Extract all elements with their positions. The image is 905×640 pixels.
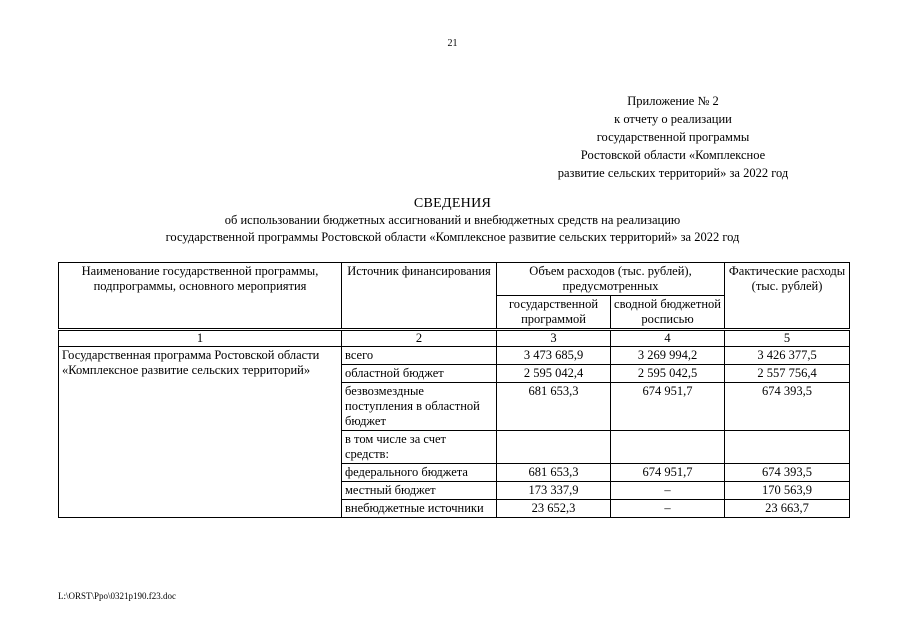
actual-value-cell: 674 393,5: [725, 464, 850, 482]
program-value-cell: 2 595 042,4: [497, 365, 611, 383]
budget-value-cell: 3 269 994,2: [611, 347, 725, 365]
appendix-line: Ростовской области «Комплексное: [580, 148, 766, 162]
source-cell: местный бюджет: [342, 482, 497, 500]
expenditure-table: [58, 262, 850, 518]
actual-value-cell: 3 426 377,5: [725, 347, 850, 365]
source-cell: федерального бюджета: [342, 464, 497, 482]
header-actual: Фактические расходы (тыс. рублей): [725, 263, 850, 330]
budget-value-cell: –: [611, 482, 725, 500]
header-name: Наименование государственной программы, подпрограммы, основного мероприятия: [59, 263, 342, 330]
header-volume-budget: сводной бюджетной росписью: [611, 296, 725, 330]
file-path-footer: L:\ORST\Ppo\0321p190.f23.doc: [58, 591, 177, 601]
program-value-cell: 681 653,3: [497, 383, 611, 431]
appendix-line: к отчету о реализации: [614, 112, 732, 126]
column-number: 5: [725, 330, 850, 347]
source-cell: всего: [342, 347, 497, 365]
column-number-row: [59, 330, 850, 347]
page-number: 21: [447, 38, 458, 49]
source-cell: областной бюджет: [342, 365, 497, 383]
header-volume: Объем расходов (тыс. рублей), предусмотренных: [497, 263, 725, 296]
column-number: 2: [342, 330, 497, 347]
budget-value-cell: 2 595 042,5: [611, 365, 725, 383]
program-value-cell: 3 473 685,9: [497, 347, 611, 365]
table-row: [59, 347, 850, 365]
document-subtitle-line2: государственной программы Ростовской области «Комплексное развитие сельских территорий» за 2022 год: [165, 230, 740, 244]
actual-value-cell: [725, 431, 850, 464]
program-value-cell: 681 653,3: [497, 464, 611, 482]
appendix-line: развитие сельских территорий» за 2022 год: [557, 166, 789, 180]
budget-value-cell: 674 951,7: [611, 464, 725, 482]
document-title: СВЕДЕНИЯ: [413, 196, 492, 211]
column-number: 3: [497, 330, 611, 347]
document-subtitle-line1: об использовании бюджетных ассигнований и внебюджетных средств на реализацию: [224, 213, 681, 227]
actual-value-cell: 23 663,7: [725, 500, 850, 518]
actual-value-cell: 674 393,5: [725, 383, 850, 431]
program-name-cell: Государственная программа Ростовской области «Комплексное развитие сельских территорий»: [59, 347, 342, 518]
budget-value-cell: 674 951,7: [611, 383, 725, 431]
document-heading: [40, 195, 865, 246]
column-number: 1: [59, 330, 342, 347]
header-source: Источник финансирования: [342, 263, 497, 330]
header-row: [59, 263, 850, 296]
appendix-block: [513, 92, 833, 182]
program-value-cell: 173 337,9: [497, 482, 611, 500]
source-cell: в том числе за счет средств:: [342, 431, 497, 464]
header-volume-program: государственной программой: [497, 296, 611, 330]
column-number: 4: [611, 330, 725, 347]
source-cell: безвозмездные поступления в областной бюджет: [342, 383, 497, 431]
appendix-line: государственной программы: [596, 130, 750, 144]
budget-value-cell: [611, 431, 725, 464]
program-value-cell: [497, 431, 611, 464]
source-cell: внебюджетные источники: [342, 500, 497, 518]
actual-value-cell: 170 563,9: [725, 482, 850, 500]
budget-value-cell: –: [611, 500, 725, 518]
appendix-line: Приложение № 2: [627, 94, 719, 108]
actual-value-cell: 2 557 756,4: [725, 365, 850, 383]
program-value-cell: 23 652,3: [497, 500, 611, 518]
